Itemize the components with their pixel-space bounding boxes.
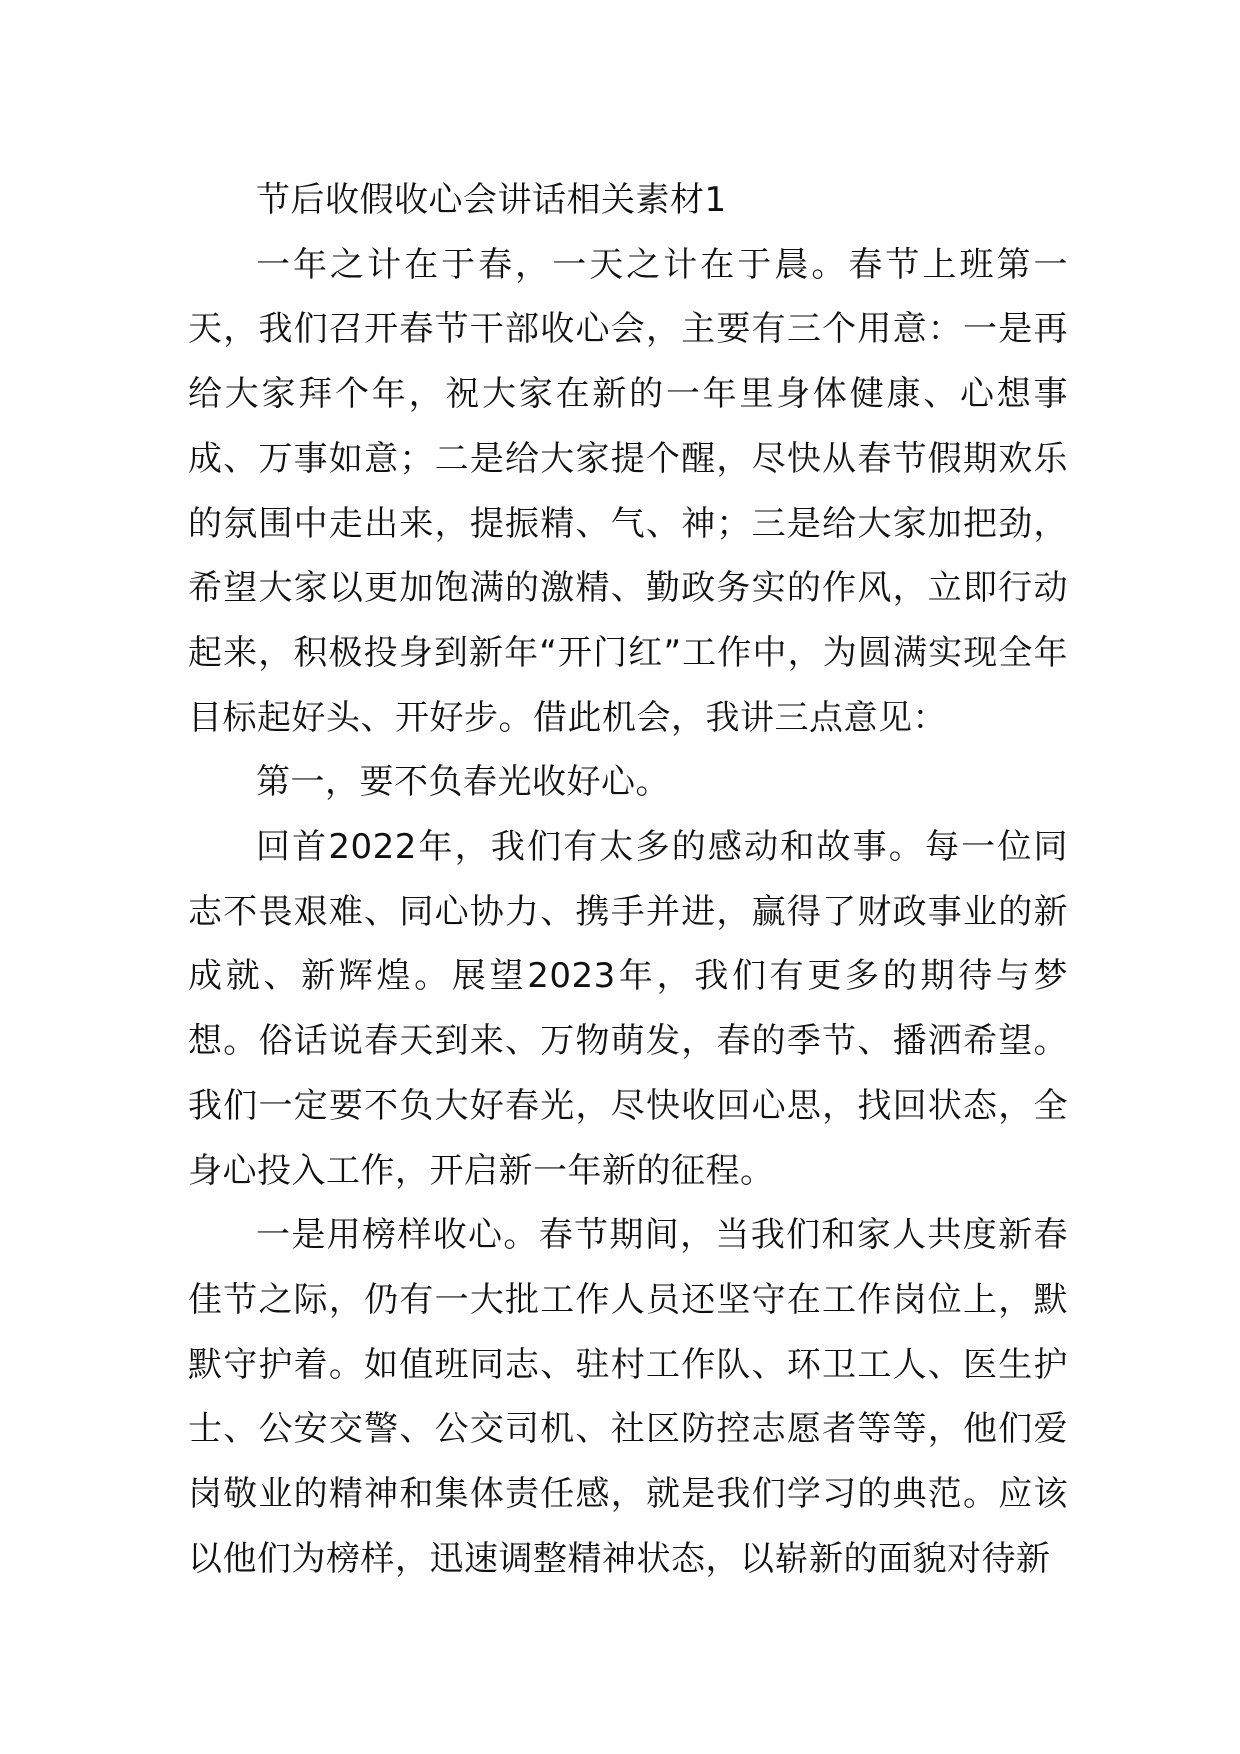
paragraph-role-model: 一是用榜样收心。春节期间，当我们和家人共度新春佳节之际，仍有一大批工作人员还坚守在工作岗位上，默默守护着。如值班同志、驻村工作队、环卫工人、医生护士、公安交警、公交司机、社区防控志愿者等等，他们爱岗敬业的精神和集体责任感，就是我们学习的典范。应该以他们为榜样，迅速调整精神状态，以崭新的面貌对待新 — [188, 1215, 1068, 1579]
paragraph-review: 回首2022年，我们有太多的感动和故事。每一位同志不畏艰难、同心协力、携手并进，赢得了财政事业的新成就、新辉煌。展望2023年，我们有更多的期待与梦想。俗话说春天到来、万物萌发，春的季节、播洒希望。我们一定要不负大好春光，尽快收回心思，找回状态，全身心投入工作，开启新一年新的征程。 — [188, 827, 1068, 1191]
document-title: 节后收假收心会讲话相关素材1 — [256, 180, 727, 220]
paragraph-intro: 一年之计在于春，一天之计在于晨。春节上班第一天，我们召开春节干部收心会，主要有三个用意：一是再给大家拜个年，祝大家在新的一年里身体健康、心想事成、万事如意；二是给大家提个醒，尽快从春节假期欢乐的氛围中走出来，提振精、气、神；三是给大家加把劲，希望大家以更加饱满的激精、勤政务实的作风，立即行动起来，积极投身到新年“开门红”工作中，为圆满实现全年目标起好头、开好步。借此机会，我讲三点意见： — [188, 244, 1068, 738]
paragraph-section-heading: 第一，要不负春光收好心。 — [256, 762, 670, 803]
document-body — [188, 168, 1068, 1591]
